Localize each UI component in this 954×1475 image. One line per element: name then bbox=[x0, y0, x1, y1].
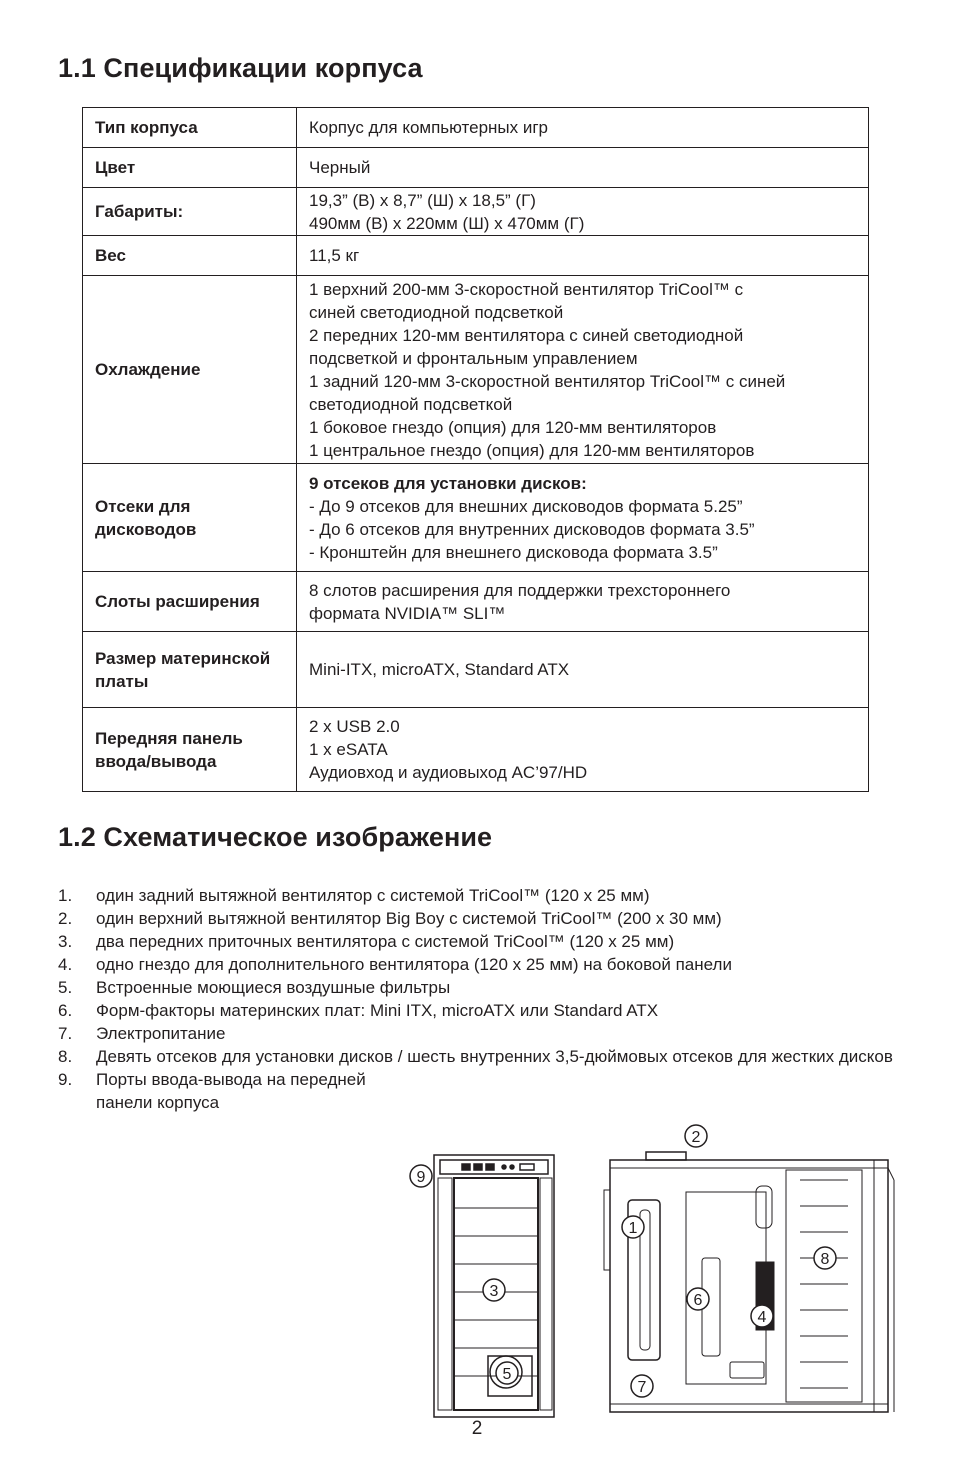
legend-item bbox=[58, 907, 898, 930]
spec-row bbox=[83, 148, 869, 188]
spec-key: Охлаждение bbox=[83, 276, 297, 464]
section-title-schematic: 1.2 Схематическое изображение bbox=[58, 822, 493, 852]
spec-value-line: 490мм (В) x 220мм (Ш) x 470мм (Г) bbox=[309, 213, 585, 233]
spec-value-line: Аудиовход и аудиовыход AC’97/HD bbox=[309, 763, 588, 782]
legend-text: два передних приточных вентилятора с системой TriCool™ (120 x 25 мм) bbox=[96, 932, 675, 951]
callout-1 bbox=[622, 1216, 644, 1238]
spec-value bbox=[297, 108, 869, 148]
svg-text:4: 4 bbox=[757, 1309, 767, 1326]
legend-text: Электропитание bbox=[96, 1024, 226, 1043]
spec-value bbox=[297, 572, 869, 632]
svg-text:2: 2 bbox=[691, 1129, 701, 1146]
spec-value-line: 8 слотов расширения для поддержки трехстороннего bbox=[309, 580, 731, 600]
legend-item bbox=[58, 953, 898, 976]
callout-3 bbox=[483, 1279, 505, 1301]
spec-value-line: светодиодной подсветкой bbox=[309, 394, 513, 414]
callout-5 bbox=[496, 1362, 518, 1384]
spec-value-line: синей светодиодной подсветкой bbox=[309, 302, 564, 322]
legend-item bbox=[58, 1068, 366, 1114]
spec-row bbox=[83, 236, 869, 276]
spec-value-line: 1 боковое гнездо (опция) для 120-мм вентиляторов bbox=[309, 417, 717, 437]
spec-row bbox=[83, 572, 869, 632]
legend-number: 9. bbox=[58, 1070, 73, 1089]
spec-value-line: Mini-ITX, microATX, Standard ATX bbox=[309, 660, 570, 679]
spec-value-line: 9 отсеков для установки дисков: bbox=[309, 473, 587, 493]
svg-text:8: 8 bbox=[820, 1251, 830, 1268]
legend-text: один задний вытяжной вентилятор с системой TriCool™ (120 x 25 мм) bbox=[96, 886, 650, 905]
legend-item bbox=[58, 884, 898, 907]
spec-value-line: подсветкой и фронтальным управлением bbox=[309, 348, 638, 368]
legend-item bbox=[58, 1022, 898, 1045]
legend-number: 4. bbox=[58, 955, 73, 974]
legend-number: 7. bbox=[58, 1024, 73, 1043]
legend-number: 6. bbox=[58, 1001, 73, 1020]
spec-value bbox=[297, 236, 869, 276]
legend-text: Форм-факторы материнских плат: Mini ITX, microATX или Standard ATX bbox=[96, 1001, 659, 1020]
callout-9 bbox=[410, 1165, 432, 1187]
spec-value bbox=[297, 464, 869, 572]
spec-key: Тип корпуса bbox=[83, 108, 297, 148]
spec-value bbox=[297, 148, 869, 188]
legend-number: 8. bbox=[58, 1047, 73, 1066]
callout-6 bbox=[687, 1288, 709, 1310]
spec-key: Передняя панель ввода/вывода bbox=[83, 708, 297, 792]
spec-value-line: - До 6 отсеков для внутренних дисководов формата 3.5” bbox=[309, 519, 755, 539]
spec-value bbox=[297, 188, 869, 236]
spec-key: Цвет bbox=[83, 148, 297, 188]
spec-value-line: - Кронштейн для внешнего дисковода формата 3.5” bbox=[309, 542, 718, 562]
legend-text: одно гнездо для дополнительного вентилятора (120 x 25 мм) на боковой панели bbox=[96, 955, 732, 974]
spec-value-line: - До 9 отсеков для внешних дисководов формата 5.25” bbox=[309, 496, 743, 516]
case-side-view bbox=[604, 1152, 894, 1412]
legend-number: 2. bbox=[58, 909, 73, 928]
callout-2 bbox=[685, 1125, 707, 1147]
svg-text:3: 3 bbox=[489, 1283, 499, 1300]
svg-text:1: 1 bbox=[628, 1220, 638, 1237]
spec-value bbox=[297, 276, 869, 464]
spec-value-line: 1 задний 120-мм 3-скоростной вентилятор TriCool™ с синей bbox=[309, 371, 786, 391]
spec-value-line: 11,5 кг bbox=[309, 246, 360, 265]
spec-key: Отсеки для дисководов bbox=[83, 464, 297, 572]
spec-value-line: 1 x eSATA bbox=[309, 740, 388, 759]
legend-number: 5. bbox=[58, 978, 73, 997]
svg-text:5: 5 bbox=[502, 1366, 512, 1383]
spec-key: Слоты расширения bbox=[83, 572, 297, 632]
spec-value-line: 2 передних 120-мм вентилятора с синей светодиодной bbox=[309, 325, 744, 345]
spec-value bbox=[297, 632, 869, 708]
legend-text: Порты ввода-вывода на передней панели корпуса bbox=[96, 1070, 366, 1112]
spec-value-line: Корпус для компьютерных игр bbox=[309, 118, 549, 137]
spec-table bbox=[82, 107, 869, 792]
spec-value-line: Черный bbox=[309, 158, 371, 177]
case-schematic bbox=[400, 1120, 900, 1420]
page-number: 2 bbox=[471, 1418, 483, 1439]
callout-8 bbox=[814, 1247, 836, 1269]
legend-item bbox=[58, 999, 898, 1022]
legend-text: Встроенные моющиеся воздушные фильтры bbox=[96, 978, 451, 997]
spec-row bbox=[83, 108, 869, 148]
spec-row bbox=[83, 708, 869, 792]
spec-row bbox=[83, 632, 869, 708]
spec-value-line: формата NVIDIA™ SLI™ bbox=[309, 603, 506, 623]
svg-text:9: 9 bbox=[416, 1169, 426, 1186]
svg-text:6: 6 bbox=[693, 1292, 703, 1309]
spec-row bbox=[83, 276, 869, 464]
legend-text: один верхний вытяжной вентилятор Big Boy с системой TriCool™ (200 x 30 мм) bbox=[96, 909, 722, 928]
section-title-specs: 1.1 Спецификации корпуса bbox=[58, 53, 423, 83]
legend-number: 3. bbox=[58, 932, 73, 951]
spec-value-line: 2 x USB 2.0 bbox=[309, 717, 400, 736]
spec-key: Размер материнской платы bbox=[83, 632, 297, 708]
legend-list bbox=[58, 884, 898, 1114]
spec-value bbox=[297, 708, 869, 792]
spec-value-line: 1 верхний 200-мм 3-скоростной вентилятор TriCool™ с bbox=[309, 279, 744, 299]
legend-item bbox=[58, 976, 898, 999]
legend-item bbox=[58, 1045, 898, 1068]
spec-value-line: 19,3” (В) x 8,7” (Ш) x 18,5” (Г) bbox=[309, 190, 536, 210]
callout-4 bbox=[751, 1305, 773, 1327]
spec-key: Габариты: bbox=[83, 188, 297, 236]
spec-value-line: 1 центральное гнездо (опция) для 120-мм вентиляторов bbox=[309, 440, 755, 460]
spec-row bbox=[83, 464, 869, 572]
svg-text:7: 7 bbox=[637, 1379, 647, 1396]
spec-row bbox=[83, 188, 869, 236]
legend-number: 1. bbox=[58, 886, 73, 905]
spec-key: Вес bbox=[83, 236, 297, 276]
legend-item bbox=[58, 930, 898, 953]
callout-7 bbox=[631, 1375, 653, 1397]
legend-text: Девять отсеков для установки дисков / шесть внутренних 3,5-дюймовых отсеков для жестких дисков bbox=[96, 1047, 893, 1066]
